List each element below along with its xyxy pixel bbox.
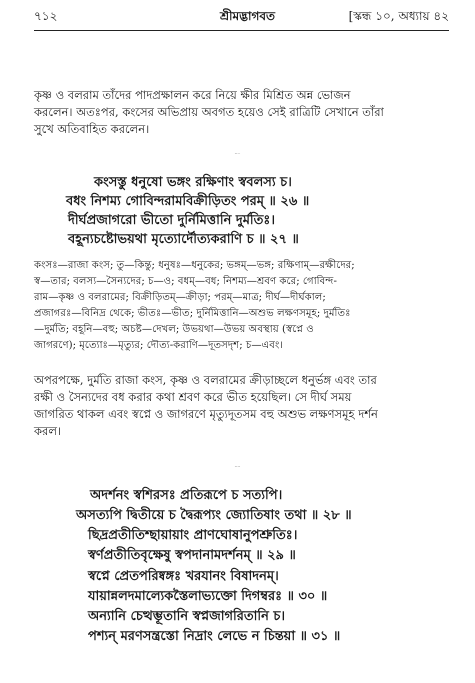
verse-line: বহূন্যচষ্টোভয়থা মৃত্যোর্দৌত্যকরাণি চ ॥ ২৭ ॥ [68, 232, 299, 247]
translation-line: কৃষ্ণ ও বলরাম তাঁদের পাদপ্রক্ষালন করে নিয়ে ক্ষীর মিশ্রিত অন্ন ভোজন [34, 88, 351, 102]
verse-line: পশ্যন্ মরণসন্ত্রস্তো নিদ্রাং লেভে ন চিন্তয়া ॥ ৩১ ॥ [88, 629, 341, 644]
word-meaning-line: রাম—কৃষ্ণ ও বলরামের; বিক্রীড়িতম্—ক্রীড়া; পরম্—মাত্র; দীর্ঘ—দীর্ঘকাল; [34, 292, 326, 303]
sloka-heading: শ্লোক ২৬-২৭ [234, 154, 241, 155]
word-meaning-line: জাগরণে); মৃত্যোঃ—মৃত্যুর; দৌত্য-করাণি—দূতসদৃশ; চ—এবং। [34, 340, 283, 351]
verse-line: ছিদ্রপ্রতীতিশ্ছায়ায়াং প্রাণঘোষানুপশ্রুতিঃ। [88, 528, 298, 543]
translation-line: রক্ষী ও সৈন্যদের বধ করার কথা শ্রবণ করে ভীত হয়েছিল। সে দীর্ঘ সময় [34, 390, 352, 404]
translation-line: করলেন। অতঃপর, কংসের অভিপ্রায় অবগত হয়েও সেই রাত্রিটি সেখানে তাঁরা [34, 105, 384, 119]
book-title: শ্রীমদ্ভাগবত [220, 9, 276, 23]
verse-line: কংসস্তু ধনুষো ভঙ্গং রক্ষিণাং স্ববলস্য চ। [94, 175, 292, 190]
sloka-heading: শ্লোক ২৮-৩১ [234, 467, 241, 468]
translation-line: অপরপক্ষে, দুর্মতি রাজা কংস, কৃষ্ণ ও বলরামের ক্রীড়াচ্ছলে ধনুর্ভঙ্গ এবং তার [34, 373, 377, 387]
verse-line: বধং নিশম্য গোবিন্দরামবিক্রীড়িতং পরম্ ॥ ২৬ ॥ [66, 194, 310, 209]
verse-line: যায়ান্নলদমাল্যেকস্তৈলাভ্যক্তো দিগম্বরঃ ॥ ৩০ ॥ [88, 589, 328, 604]
running-header [34, 8, 449, 28]
translation-line: জাগরিত থাকল এবং স্বপ্নে ও জাগরণে মৃত্যুদূতসম বহু অশুভ লক্ষণসমূহ দর্শন [34, 407, 378, 421]
word-meaning-line: —দুর্মতি; বহূনি—বহু; অচষ্ট—দেখল; উভয়থা—উভয় অবস্থায় (স্বপ্নে ও [34, 324, 314, 335]
verse-line: অদর্শনং স্বশিরসঃ প্রতিরূপে চ সত্যপি। [90, 488, 283, 503]
verse-line: দীর্ঘপ্রজাগরো ভীতো দুর্নিমিত্তানি দুর্মতিঃ। [68, 213, 275, 228]
word-meaning-line: স্ব—তার; বলস্য—সৈন্যদের; চ—ও; বধম্—বধ; নিশম্য—শ্রবণ করে; গোবিন্দ- [34, 276, 337, 287]
verse-line: স্বর্ণপ্রতীতিবৃক্ষেষু স্বপদানামদর্শনম্ ॥ ২৯ ॥ [88, 548, 296, 563]
chapter-reference: [স্কন্ধ ১০, অধ্যায় ৪২ [348, 9, 449, 23]
verse-line: অন্যানি চেত্থম্ভূতানি স্বপ্নজাগরিতানি চ। [88, 609, 286, 624]
translation-line: সুখে অতিবাহিত করলেন। [34, 122, 150, 136]
translation-line: করল। [34, 424, 62, 438]
page-number: ৭১২ [34, 9, 58, 23]
word-meaning-line: কংসঃ—রাজা কংস; তু—কিন্তু; ধনুষঃ—ধনুকের; ভঙ্গম্—ভঙ্গ; রক্ষিণাম্—রক্ষীদের; [34, 260, 355, 271]
verse-line: অসত্যপি দ্বিতীয়ে চ দ্বৈরূপ্যং জ্যোতিষাং তথা ॥ ২৮ ॥ [76, 508, 352, 523]
header-rule [34, 30, 449, 31]
verse-line: স্বপ্নে প্রেতপরিষ্বঙ্গঃ খরযানং বিষাদনম্। [88, 569, 279, 584]
word-meaning-line: প্রজাগরঃ—বিনিদ্র থেকে; ভীতঃ—ভীত; দুর্নিমিত্তানি—অশুভ লক্ষণসমূহ; দুর্মতিঃ [34, 308, 351, 319]
